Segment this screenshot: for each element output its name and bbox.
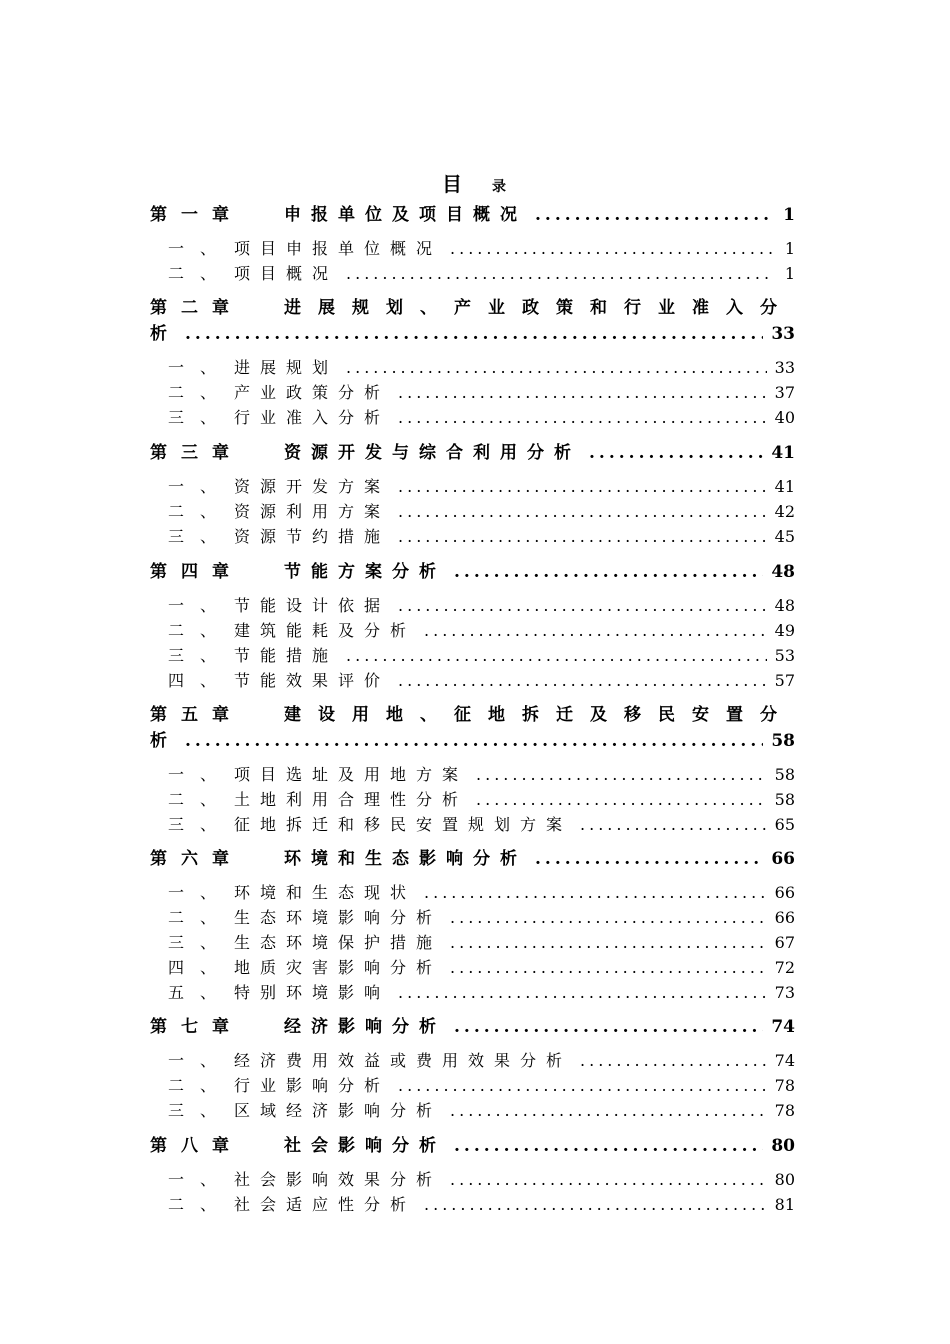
section-number: 一、: [168, 477, 233, 496]
chapter-title-cont: 析: [150, 731, 177, 751]
section-title: 区域经济影响分析: [234, 1101, 443, 1120]
section-page: 42: [774, 502, 795, 521]
leader-dots: [535, 847, 763, 871]
section-title: 特别环境影响: [234, 983, 391, 1002]
toc-section-row: [150, 1193, 795, 1217]
section-number: 一、: [168, 765, 233, 784]
chapter-title-cont: 析: [150, 324, 177, 344]
section-number: 二、: [168, 790, 233, 809]
toc-section-row: [150, 525, 795, 549]
section-number: 三、: [168, 933, 233, 952]
section-number: 三、: [168, 1101, 233, 1120]
section-title: 地质灾害影响分析: [234, 958, 443, 977]
section-number: 二、: [168, 1076, 233, 1095]
toc-section-row: [150, 619, 795, 643]
section-title: 资源利用方案: [234, 502, 391, 521]
section-page: 49: [774, 621, 795, 640]
chapter-number: 第八章: [150, 1136, 243, 1156]
section-number: 二、: [168, 908, 233, 927]
section-title: 经济费用效益或费用效果分析: [234, 1051, 573, 1070]
section-page: 72: [774, 958, 795, 977]
section-title: 征地拆迁和移民安置规划方案: [234, 815, 573, 834]
section-number: 三、: [168, 815, 233, 834]
section-number: 三、: [168, 408, 233, 427]
section-title: 行业准入分析: [234, 408, 391, 427]
section-page: 41: [774, 477, 795, 496]
chapter-number: 第七章: [150, 1017, 243, 1037]
section-title: 项目选址及用地方案: [234, 765, 469, 784]
section-title: 项目申报单位概况: [234, 239, 443, 258]
leader-dots: [398, 981, 767, 1005]
leader-dots: [185, 729, 763, 753]
leader-dots: [424, 881, 767, 905]
leader-dots: [450, 956, 767, 980]
toc-section-row: [150, 644, 795, 668]
toc-section-row: [150, 788, 795, 812]
chapter-page: 58: [771, 731, 795, 751]
section-title: 节能措施: [234, 646, 339, 665]
toc-chapter-row-cont: [150, 729, 795, 753]
section-page: 80: [774, 1170, 795, 1189]
leader-dots: [450, 237, 773, 261]
section-number: 一、: [168, 1170, 233, 1189]
chapter-number: 第四章: [150, 562, 243, 582]
section-title: 生态环境影响分析: [234, 908, 443, 927]
section-number: 四、: [168, 671, 233, 690]
section-title: 项目概况: [234, 264, 339, 283]
section-page: 58: [774, 790, 795, 809]
toc-section-row: [150, 906, 795, 930]
chapter-number: 第一章: [150, 205, 243, 225]
section-number: 三、: [168, 527, 233, 546]
toc-section-row: [150, 956, 795, 980]
toc-chapter-row-cont: [150, 322, 795, 346]
section-title: 资源开发方案: [234, 477, 391, 496]
section-page: 48: [774, 596, 795, 615]
leader-dots: [450, 931, 767, 955]
toc-section-row: [150, 1074, 795, 1098]
leader-dots: [398, 500, 767, 524]
section-title: 节能效果评价: [234, 671, 391, 690]
toc-heading-main: 目: [442, 172, 464, 196]
section-page: 1: [784, 264, 795, 283]
section-page: 57: [774, 671, 795, 690]
section-number: 四、: [168, 958, 233, 977]
leader-dots: [398, 381, 767, 405]
section-number: 二、: [168, 383, 233, 402]
toc-section-row: [150, 931, 795, 955]
chapter-page: 48: [771, 562, 795, 582]
section-page: 78: [774, 1076, 795, 1095]
section-page: 40: [774, 408, 795, 427]
leader-dots: [450, 1168, 767, 1192]
chapter-page: 74: [771, 1017, 795, 1037]
chapter-page: 66: [771, 849, 795, 869]
chapter-title: 环境和生态影响分析: [284, 849, 527, 869]
chapter-number: 第六章: [150, 849, 243, 869]
leader-dots: [450, 1099, 767, 1123]
section-page: 73: [774, 983, 795, 1002]
section-page: 67: [774, 933, 795, 952]
toc-section-row: [150, 1099, 795, 1123]
section-number: 一、: [168, 358, 233, 377]
chapter-title: 建设用地、征地拆迁及移民安置分: [284, 705, 794, 725]
section-title: 土地利用合理性分析: [234, 790, 469, 809]
leader-dots: [424, 619, 767, 643]
section-title: 生态环境保护措施: [234, 933, 443, 952]
section-page: 58: [774, 765, 795, 784]
toc-section-row: [150, 813, 795, 837]
leader-dots: [398, 475, 767, 499]
leader-dots: [398, 594, 767, 618]
chapter-number: 第三章: [150, 443, 243, 463]
chapter-number: 第五章: [150, 705, 243, 725]
section-title: 建筑能耗及分析: [234, 621, 417, 640]
chapter-number: 第二章: [150, 298, 243, 318]
section-title: 进展规划: [234, 358, 339, 377]
leader-dots: [346, 644, 767, 668]
toc-chapter-row: [150, 1134, 795, 1158]
section-number: 二、: [168, 1195, 233, 1214]
toc-section-row: [150, 262, 795, 286]
section-number: 五、: [168, 983, 233, 1002]
chapter-title: 申报单位及项目概况: [284, 205, 527, 225]
toc-section-row: [150, 381, 795, 405]
toc-chapter-row: [150, 203, 795, 227]
leader-dots: [450, 906, 767, 930]
toc-chapter-row: [150, 847, 795, 871]
leader-dots: [424, 1193, 767, 1217]
section-number: 三、: [168, 646, 233, 665]
section-number: 一、: [168, 596, 233, 615]
chapter-title: 资源开发与综合利用分析: [284, 443, 581, 463]
toc-section-row: [150, 763, 795, 787]
section-title: 资源节约措施: [234, 527, 391, 546]
chapter-page: 1: [783, 205, 795, 225]
leader-dots: [454, 560, 763, 584]
leader-dots: [476, 788, 767, 812]
toc-chapter-row: [150, 441, 795, 465]
chapter-page: 41: [771, 443, 795, 463]
section-number: 二、: [168, 264, 233, 283]
chapter-page: 80: [771, 1136, 795, 1156]
toc-chapter-row: [150, 296, 795, 320]
toc-section-row: [150, 500, 795, 524]
section-page: 66: [774, 883, 795, 902]
leader-dots: [398, 406, 767, 430]
toc-heading-sub: 录: [492, 179, 508, 195]
toc-section-row: [150, 237, 795, 261]
toc-section-row: [150, 406, 795, 430]
leader-dots: [398, 525, 767, 549]
toc-section-row: [150, 1168, 795, 1192]
toc-section-row: [150, 475, 795, 499]
chapter-title: 经济影响分析: [284, 1017, 446, 1037]
section-number: 一、: [168, 239, 233, 258]
section-title: 节能设计依据: [234, 596, 391, 615]
toc-section-row: [150, 669, 795, 693]
section-number: 二、: [168, 502, 233, 521]
chapter-title: 进展规划、产业政策和行业准入分: [284, 298, 794, 318]
leader-dots: [454, 1134, 763, 1158]
leader-dots: [346, 262, 773, 286]
toc-chapter-row: [150, 560, 795, 584]
leader-dots: [476, 763, 767, 787]
section-page: 74: [774, 1051, 795, 1070]
leader-dots: [398, 669, 767, 693]
section-page: 1: [784, 239, 795, 258]
section-page: 81: [774, 1195, 795, 1214]
leader-dots: [185, 322, 763, 346]
section-page: 45: [774, 527, 795, 546]
section-title: 产业政策分析: [234, 383, 391, 402]
leader-dots: [346, 356, 767, 380]
section-page: 78: [774, 1101, 795, 1120]
section-page: 66: [774, 908, 795, 927]
section-title: 社会影响效果分析: [234, 1170, 443, 1189]
leader-dots: [535, 203, 773, 227]
section-page: 33: [774, 358, 795, 377]
section-number: 一、: [168, 883, 233, 902]
toc-section-row: [150, 981, 795, 1005]
leader-dots: [580, 813, 767, 837]
leader-dots: [454, 1015, 763, 1039]
section-page: 65: [774, 815, 795, 834]
chapter-title: 节能方案分析: [284, 562, 446, 582]
toc-chapter-row: [150, 1015, 795, 1039]
section-page: 37: [774, 383, 795, 402]
section-title: 社会适应性分析: [234, 1195, 417, 1214]
toc-section-row: [150, 881, 795, 905]
chapter-title: 社会影响分析: [284, 1136, 446, 1156]
section-page: 53: [774, 646, 795, 665]
section-number: 一、: [168, 1051, 233, 1070]
toc-section-row: [150, 594, 795, 618]
leader-dots: [589, 441, 763, 465]
section-title: 环境和生态现状: [234, 883, 417, 902]
chapter-page: 33: [771, 324, 795, 344]
leader-dots: [398, 1074, 767, 1098]
toc-section-row: [150, 356, 795, 380]
toc-section-row: [150, 1049, 795, 1073]
section-number: 二、: [168, 621, 233, 640]
toc-chapter-row: [150, 703, 795, 727]
leader-dots: [580, 1049, 767, 1073]
section-title: 行业影响分析: [234, 1076, 391, 1095]
